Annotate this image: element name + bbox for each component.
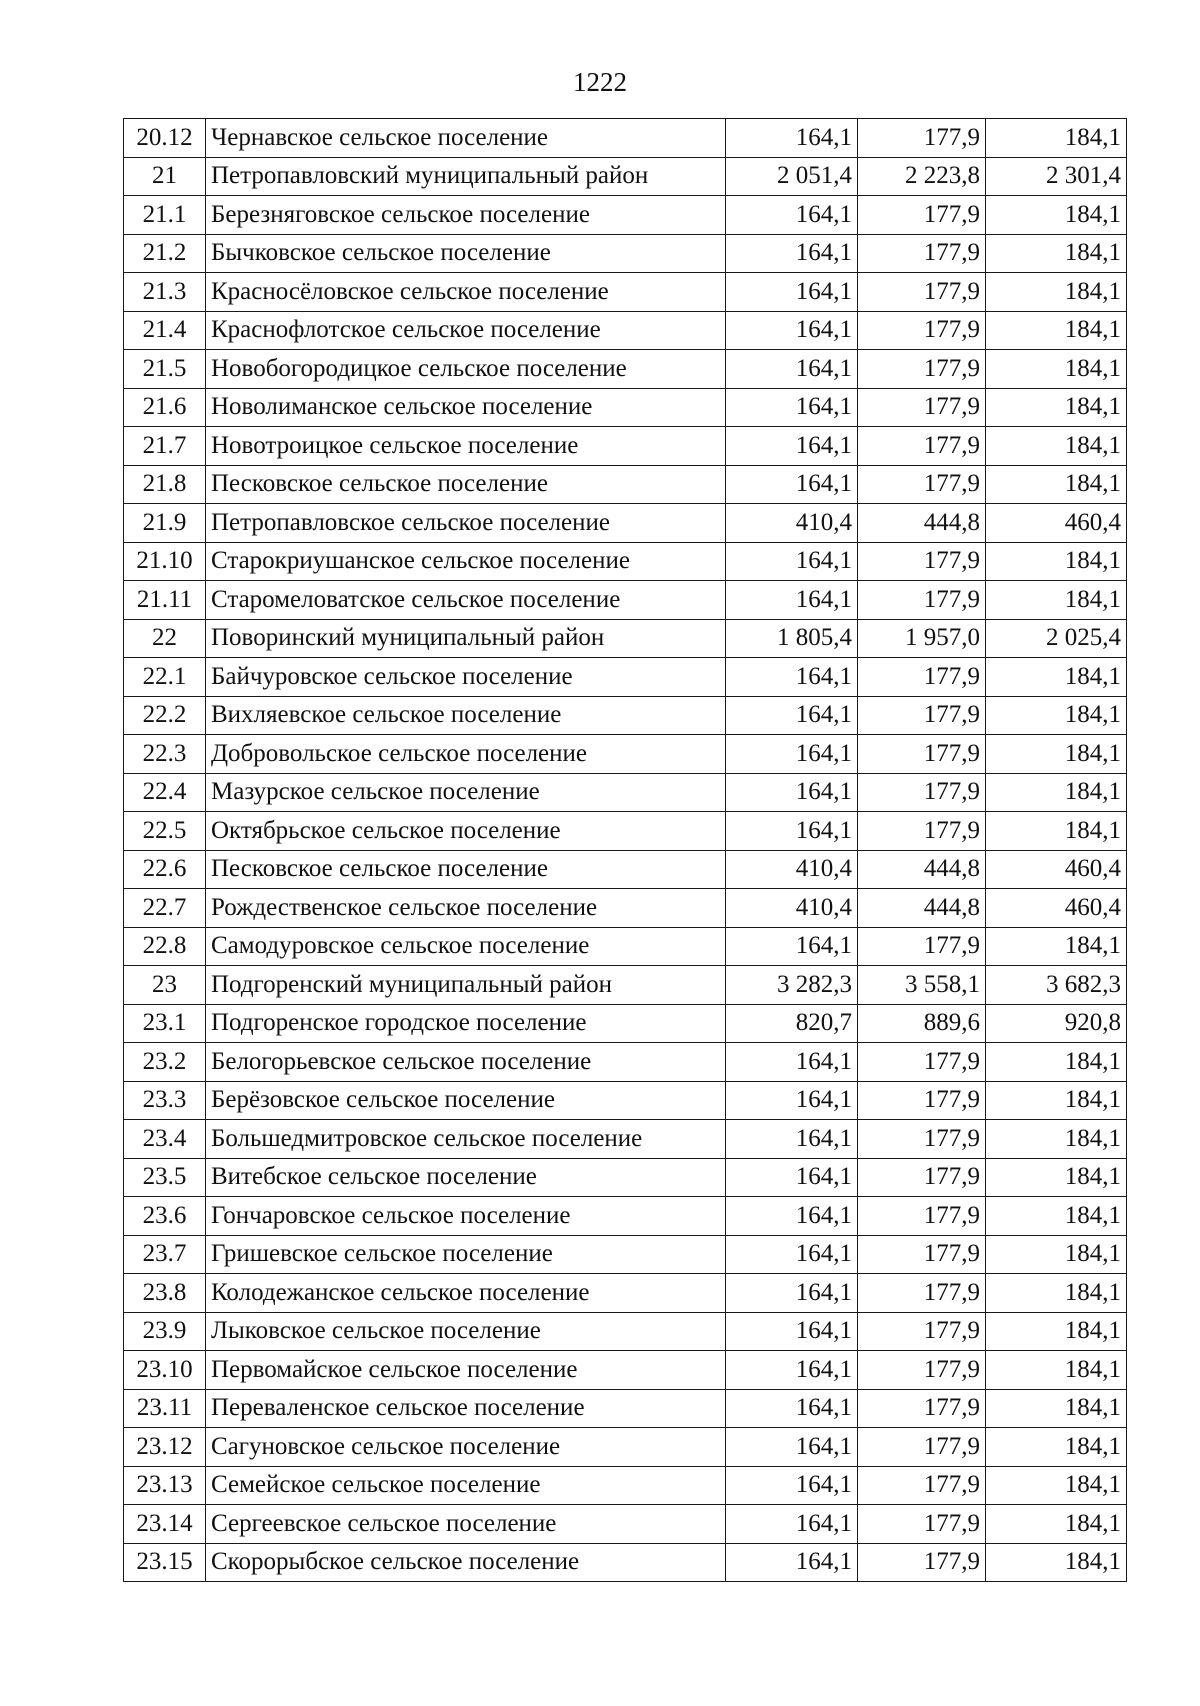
value-cell-1: 164,1	[726, 1428, 858, 1467]
table-row	[124, 1312, 1127, 1351]
table-row	[124, 735, 1127, 774]
value-cell-2: 177,9	[858, 1081, 986, 1120]
value-cell-3: 184,1	[986, 1389, 1127, 1428]
table-row	[124, 966, 1127, 1005]
value-cell-3: 3 682,3	[986, 966, 1127, 1005]
row-number-cell: 22.3	[124, 735, 206, 774]
row-number-cell: 21.2	[124, 234, 206, 273]
settlement-name-cell: Семейское сельское поселение	[206, 1466, 726, 1505]
settlement-name-cell: Петропавловский муниципальный район	[206, 157, 726, 196]
value-cell-1: 164,1	[726, 696, 858, 735]
value-cell-2: 177,9	[858, 234, 986, 273]
row-number-cell: 23.1	[124, 1004, 206, 1043]
settlement-name-cell: Байчуровское сельское поселение	[206, 658, 726, 697]
table-row	[124, 388, 1127, 427]
value-cell-1: 164,1	[726, 1158, 858, 1197]
settlement-name-cell: Рождественское сельское поселение	[206, 889, 726, 928]
value-cell-1: 164,1	[726, 735, 858, 774]
settlement-name-cell: Поворинский муниципальный район	[206, 619, 726, 658]
table-row	[124, 1351, 1127, 1390]
table-row	[124, 157, 1127, 196]
settlement-name-cell: Краснофлотское сельское поселение	[206, 311, 726, 350]
row-number-cell: 21.6	[124, 388, 206, 427]
value-cell-3: 184,1	[986, 1158, 1127, 1197]
table-row	[124, 1158, 1127, 1197]
row-number-cell: 23.10	[124, 1351, 206, 1390]
settlement-name-cell: Сагуновское сельское поселение	[206, 1428, 726, 1467]
table-row	[124, 1428, 1127, 1467]
row-number-cell: 21	[124, 157, 206, 196]
settlement-name-cell: Переваленское сельское поселение	[206, 1389, 726, 1428]
settlement-name-cell: Подгоренский муниципальный район	[206, 966, 726, 1005]
value-cell-3: 460,4	[986, 850, 1127, 889]
table-row	[124, 696, 1127, 735]
table-row	[124, 1004, 1127, 1043]
value-cell-3: 184,1	[986, 1312, 1127, 1351]
value-cell-3: 184,1	[986, 1351, 1127, 1390]
row-number-cell: 23.5	[124, 1158, 206, 1197]
value-cell-1: 164,1	[726, 196, 858, 235]
value-cell-3: 184,1	[986, 696, 1127, 735]
value-cell-3: 184,1	[986, 119, 1127, 158]
settlement-name-cell: Скорорыбское сельское поселение	[206, 1543, 726, 1582]
table-row	[124, 773, 1127, 812]
value-cell-2: 444,8	[858, 889, 986, 928]
value-cell-2: 177,9	[858, 1043, 986, 1082]
table-row	[124, 1043, 1127, 1082]
table-row	[124, 812, 1127, 851]
value-cell-1: 164,1	[726, 1505, 858, 1544]
row-number-cell: 22.7	[124, 889, 206, 928]
row-number-cell: 22.2	[124, 696, 206, 735]
row-number-cell: 21.1	[124, 196, 206, 235]
value-cell-2: 177,9	[858, 581, 986, 620]
value-cell-3: 184,1	[986, 581, 1127, 620]
value-cell-1: 820,7	[726, 1004, 858, 1043]
value-cell-3: 2 025,4	[986, 619, 1127, 658]
settlement-name-cell: Новолиманское сельское поселение	[206, 388, 726, 427]
value-cell-3: 184,1	[986, 542, 1127, 581]
table-row	[124, 542, 1127, 581]
settlement-name-cell: Первомайское сельское поселение	[206, 1351, 726, 1390]
value-cell-1: 164,1	[726, 1312, 858, 1351]
value-cell-1: 164,1	[726, 388, 858, 427]
settlement-name-cell: Красносёловское сельское поселение	[206, 273, 726, 312]
value-cell-3: 460,4	[986, 889, 1127, 928]
row-number-cell: 23.14	[124, 1505, 206, 1544]
value-cell-1: 164,1	[726, 350, 858, 389]
settlement-name-cell: Мазурское сельское поселение	[206, 773, 726, 812]
table-row	[124, 619, 1127, 658]
table-row	[124, 1235, 1127, 1274]
row-number-cell: 23.4	[124, 1120, 206, 1159]
table-row	[124, 1081, 1127, 1120]
value-cell-3: 184,1	[986, 773, 1127, 812]
value-cell-3: 184,1	[986, 427, 1127, 466]
value-cell-1: 164,1	[726, 1389, 858, 1428]
value-cell-1: 410,4	[726, 504, 858, 543]
table-row	[124, 273, 1127, 312]
settlement-name-cell: Вихляевское сельское поселение	[206, 696, 726, 735]
allocation-table	[123, 118, 1127, 1582]
table-row	[124, 234, 1127, 273]
settlement-name-cell: Старокриушанское сельское поселение	[206, 542, 726, 581]
row-number-cell: 21.9	[124, 504, 206, 543]
value-cell-1: 410,4	[726, 889, 858, 928]
value-cell-1: 164,1	[726, 1274, 858, 1313]
settlement-name-cell: Новобогородицкое сельское поселение	[206, 350, 726, 389]
value-cell-2: 177,9	[858, 196, 986, 235]
value-cell-2: 177,9	[858, 1389, 986, 1428]
value-cell-3: 184,1	[986, 1274, 1127, 1313]
value-cell-1: 164,1	[726, 1351, 858, 1390]
table-row	[124, 581, 1127, 620]
value-cell-2: 177,9	[858, 1428, 986, 1467]
value-cell-3: 184,1	[986, 388, 1127, 427]
value-cell-2: 177,9	[858, 927, 986, 966]
row-number-cell: 20.12	[124, 119, 206, 158]
table-row	[124, 889, 1127, 928]
table-row	[124, 196, 1127, 235]
value-cell-2: 177,9	[858, 427, 986, 466]
settlement-name-cell: Подгоренское городское поселение	[206, 1004, 726, 1043]
settlement-name-cell: Самодуровское сельское поселение	[206, 927, 726, 966]
row-number-cell: 23.9	[124, 1312, 206, 1351]
row-number-cell: 22.5	[124, 812, 206, 851]
value-cell-2: 177,9	[858, 350, 986, 389]
value-cell-3: 184,1	[986, 658, 1127, 697]
value-cell-3: 2 301,4	[986, 157, 1127, 196]
settlement-name-cell: Берёзовское сельское поселение	[206, 1081, 726, 1120]
value-cell-1: 164,1	[726, 927, 858, 966]
value-cell-3: 184,1	[986, 465, 1127, 504]
value-cell-1: 164,1	[726, 1120, 858, 1159]
row-number-cell: 23.11	[124, 1389, 206, 1428]
value-cell-1: 164,1	[726, 1043, 858, 1082]
table-row	[124, 658, 1127, 697]
table-row	[124, 1543, 1127, 1582]
value-cell-1: 164,1	[726, 658, 858, 697]
settlement-name-cell: Новотроицкое сельское поселение	[206, 427, 726, 466]
row-number-cell: 21.7	[124, 427, 206, 466]
row-number-cell: 22	[124, 619, 206, 658]
value-cell-3: 184,1	[986, 812, 1127, 851]
row-number-cell: 23.13	[124, 1466, 206, 1505]
settlement-name-cell: Большедмитровское сельское поселение	[206, 1120, 726, 1159]
value-cell-3: 184,1	[986, 1428, 1127, 1467]
table-row	[124, 927, 1127, 966]
value-cell-3: 184,1	[986, 311, 1127, 350]
settlement-name-cell: Лыковское сельское поселение	[206, 1312, 726, 1351]
value-cell-3: 184,1	[986, 1120, 1127, 1159]
value-cell-3: 184,1	[986, 927, 1127, 966]
settlement-name-cell: Белогорьевское сельское поселение	[206, 1043, 726, 1082]
value-cell-3: 184,1	[986, 1043, 1127, 1082]
table-row	[124, 504, 1127, 543]
page-number: 1222	[573, 67, 627, 97]
value-cell-2: 177,9	[858, 1543, 986, 1582]
value-cell-3: 184,1	[986, 196, 1127, 235]
value-cell-2: 177,9	[858, 273, 986, 312]
row-number-cell: 21.11	[124, 581, 206, 620]
value-cell-1: 164,1	[726, 465, 858, 504]
value-cell-3: 184,1	[986, 1505, 1127, 1544]
value-cell-1: 164,1	[726, 812, 858, 851]
value-cell-1: 164,1	[726, 119, 858, 158]
value-cell-2: 177,9	[858, 1312, 986, 1351]
row-number-cell: 21.10	[124, 542, 206, 581]
value-cell-3: 184,1	[986, 234, 1127, 273]
row-number-cell: 21.8	[124, 465, 206, 504]
value-cell-2: 177,9	[858, 1505, 986, 1544]
table-row	[124, 1274, 1127, 1313]
row-number-cell: 23.2	[124, 1043, 206, 1082]
value-cell-3: 184,1	[986, 350, 1127, 389]
settlement-name-cell: Колодежанское сельское поселение	[206, 1274, 726, 1313]
value-cell-2: 444,8	[858, 504, 986, 543]
table-row	[124, 311, 1127, 350]
table-row	[124, 1466, 1127, 1505]
settlement-name-cell: Песковское сельское поселение	[206, 850, 726, 889]
value-cell-3: 184,1	[986, 735, 1127, 774]
table-row	[124, 427, 1127, 466]
value-cell-3: 920,8	[986, 1004, 1127, 1043]
value-cell-2: 3 558,1	[858, 966, 986, 1005]
value-cell-1: 164,1	[726, 1081, 858, 1120]
value-cell-1: 164,1	[726, 273, 858, 312]
value-cell-2: 2 223,8	[858, 157, 986, 196]
row-number-cell: 22.1	[124, 658, 206, 697]
value-cell-3: 184,1	[986, 1235, 1127, 1274]
row-number-cell: 23.12	[124, 1428, 206, 1467]
settlement-name-cell: Березняговское сельское поселение	[206, 196, 726, 235]
value-cell-3: 184,1	[986, 1197, 1127, 1236]
value-cell-1: 164,1	[726, 1197, 858, 1236]
value-cell-1: 3 282,3	[726, 966, 858, 1005]
value-cell-2: 177,9	[858, 1158, 986, 1197]
settlement-name-cell: Петропавловское сельское поселение	[206, 504, 726, 543]
value-cell-2: 177,9	[858, 1351, 986, 1390]
settlement-name-cell: Песковское сельское поселение	[206, 465, 726, 504]
settlement-name-cell: Октябрьское сельское поселение	[206, 812, 726, 851]
value-cell-2: 177,9	[858, 1235, 986, 1274]
settlement-name-cell: Старомеловатское сельское поселение	[206, 581, 726, 620]
value-cell-2: 444,8	[858, 850, 986, 889]
value-cell-1: 2 051,4	[726, 157, 858, 196]
row-number-cell: 21.3	[124, 273, 206, 312]
row-number-cell: 23.3	[124, 1081, 206, 1120]
settlement-name-cell: Витебское сельское поселение	[206, 1158, 726, 1197]
value-cell-2: 177,9	[858, 1120, 986, 1159]
value-cell-2: 177,9	[858, 1466, 986, 1505]
settlement-name-cell: Сергеевское сельское поселение	[206, 1505, 726, 1544]
value-cell-2: 177,9	[858, 119, 986, 158]
value-cell-1: 164,1	[726, 773, 858, 812]
value-cell-2: 889,6	[858, 1004, 986, 1043]
value-cell-1: 164,1	[726, 234, 858, 273]
value-cell-1: 164,1	[726, 1235, 858, 1274]
table-row	[124, 1389, 1127, 1428]
value-cell-2: 177,9	[858, 1274, 986, 1313]
value-cell-2: 177,9	[858, 773, 986, 812]
value-cell-2: 177,9	[858, 812, 986, 851]
settlement-name-cell: Бычковское сельское поселение	[206, 234, 726, 273]
table-row	[124, 1120, 1127, 1159]
row-number-cell: 22.6	[124, 850, 206, 889]
value-cell-2: 1 957,0	[858, 619, 986, 658]
value-cell-3: 184,1	[986, 273, 1127, 312]
value-cell-3: 184,1	[986, 1466, 1127, 1505]
value-cell-1: 164,1	[726, 427, 858, 466]
settlement-name-cell: Добровольское сельское поселение	[206, 735, 726, 774]
row-number-cell: 23.6	[124, 1197, 206, 1236]
value-cell-2: 177,9	[858, 311, 986, 350]
settlement-name-cell: Гришевское сельское поселение	[206, 1235, 726, 1274]
value-cell-3: 184,1	[986, 1081, 1127, 1120]
value-cell-1: 164,1	[726, 1466, 858, 1505]
table-row	[124, 1505, 1127, 1544]
value-cell-1: 164,1	[726, 542, 858, 581]
value-cell-2: 177,9	[858, 388, 986, 427]
value-cell-1: 1 805,4	[726, 619, 858, 658]
table-body	[124, 119, 1127, 1582]
value-cell-2: 177,9	[858, 1197, 986, 1236]
value-cell-1: 164,1	[726, 311, 858, 350]
row-number-cell: 23.7	[124, 1235, 206, 1274]
table-row	[124, 465, 1127, 504]
settlement-name-cell: Чернавское сельское поселение	[206, 119, 726, 158]
row-number-cell: 23	[124, 966, 206, 1005]
value-cell-2: 177,9	[858, 658, 986, 697]
row-number-cell: 22.8	[124, 927, 206, 966]
row-number-cell: 23.8	[124, 1274, 206, 1313]
row-number-cell: 21.4	[124, 311, 206, 350]
table-row	[124, 1197, 1127, 1236]
value-cell-3: 460,4	[986, 504, 1127, 543]
row-number-cell: 21.5	[124, 350, 206, 389]
value-cell-1: 410,4	[726, 850, 858, 889]
row-number-cell: 23.15	[124, 1543, 206, 1582]
table-row	[124, 350, 1127, 389]
settlement-name-cell: Гончаровское сельское поселение	[206, 1197, 726, 1236]
value-cell-2: 177,9	[858, 542, 986, 581]
row-number-cell: 22.4	[124, 773, 206, 812]
value-cell-3: 184,1	[986, 1543, 1127, 1582]
table-row	[124, 119, 1127, 158]
value-cell-2: 177,9	[858, 465, 986, 504]
value-cell-1: 164,1	[726, 581, 858, 620]
value-cell-2: 177,9	[858, 696, 986, 735]
table-row	[124, 850, 1127, 889]
value-cell-1: 164,1	[726, 1543, 858, 1582]
value-cell-2: 177,9	[858, 735, 986, 774]
